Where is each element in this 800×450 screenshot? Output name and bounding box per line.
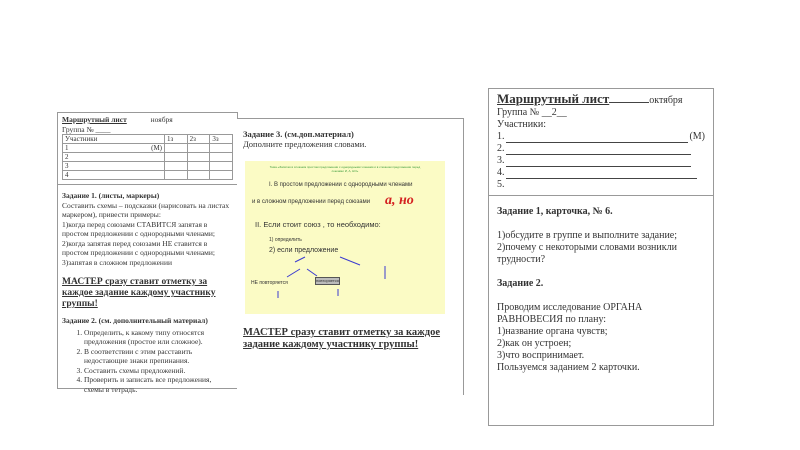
table-header: 1з [165,135,188,144]
slide-image [245,161,445,314]
list-item: 1. Определить, к какому типу относятся предложения (простое или сложное). [84,328,233,347]
task3-title: Задание 3. (см.доп.материал) [243,129,354,139]
participant-line: 4. [497,167,705,179]
master-note: МАСТЕР сразу ставит отметку за каждое задание каждому участнику группы! [243,327,441,350]
month: октября [649,95,683,106]
task-text: 2)как он устроен; [497,338,572,349]
task-text: 2)когда запятая перед союзами НЕ ставится в простом предложении с однородными членами; [62,238,216,257]
card-header [58,113,237,185]
task2-list [62,328,233,395]
task-text: Пользуемся заданием 2 карточки. [497,362,640,373]
slide-line: и в сложном предложении перед союзами [252,199,371,205]
task2-title: Задание 2. [497,278,544,289]
table-row [63,144,233,153]
slide-step: 1) определить [269,237,302,243]
slide-line: I. В простом предложении с однородными членами [269,182,413,188]
row-number: 2 [63,153,165,162]
participants-label: Участники: [497,119,547,130]
card-title: Маршрутный лист [62,115,127,124]
repeated-label: повторяется [316,278,339,283]
task2-title: Задание 2. (см. дополнительный материал) [62,316,208,325]
list-item: 2. В соответствии с этим расставить недостающие знаки препинания. [84,347,233,366]
slide-line: II. Если стоит союз , то необходимо: [255,220,381,229]
task-text: Проводим исследование ОРГАНА РАВНОВЕСИЯ по плану: [497,302,643,325]
table-header: 3з [210,135,233,144]
group-label: Группа № __2__ [497,107,567,118]
participant-line: 1. (М) [497,131,705,142]
task-text: Составить схемы – подсказки (нарисовать на листах маркером), привести примеры: [62,200,230,219]
row-number: 4 [63,171,165,180]
task-text: 3)что воспринимает. [497,350,585,361]
task-text: 2)почему с некоторыми словами возникли трудности? [497,242,677,265]
group-label: Группа № ____ [62,124,111,134]
task3-text: Дополните предложения словами. [243,139,367,149]
arrows-icon [245,161,445,314]
left-route-card [57,112,238,394]
master-note: МАСТЕР сразу ставит отметку за каждое задание каждому участнику группы! [62,277,216,309]
participant-line: 3. [497,155,705,167]
table-row [63,153,233,162]
list-item: 3. Составить схемы предложений. [84,366,233,376]
participant-line: 5. [497,179,505,190]
slide-header: Тема «Запятая в сложном простом предложении с однородными членами и в сложном предложении перед союзами И, А, НО» [269,165,421,173]
participants-table [62,134,233,180]
task-text: 3)запятая в сложном предложении [62,257,172,267]
master-mark: (М) [151,144,162,152]
task-text: 1)название органа чувств; [497,326,608,337]
table-header: 2з [187,135,210,144]
task-text: 1)когда перед союзами СТАВИТСЯ запятая в простом предложении с однородными членами; [62,219,216,238]
table-row [63,171,233,180]
task-text: 1)обсудите в группе и выполните задание; [497,230,678,241]
list-item: 4. Проверить и записать все предложения, схемы в тетрадь. [84,375,233,394]
not-repeated-label: НЕ повторяется [251,280,288,286]
row-number: 1 [65,144,69,152]
card-body [58,185,237,402]
conjunctions: а, но [385,193,414,208]
participant-line: 2. [497,143,705,155]
row-number: 3 [63,162,165,171]
master-mark: (М) [689,131,705,142]
slide-step: 2) если предложение [269,247,339,254]
card-body [489,196,713,384]
middle-card [237,118,464,395]
table-header: Участники [63,135,165,144]
card-header [489,89,713,196]
task1-title: Задание 1. (листы, маркеры) [62,191,160,200]
table-row [63,162,233,171]
month: ноября [150,115,173,124]
right-route-card [488,88,714,426]
task1-title: Задание 1, карточка, № 6. [497,206,613,217]
card-title: Маршрутный лист [497,91,610,106]
